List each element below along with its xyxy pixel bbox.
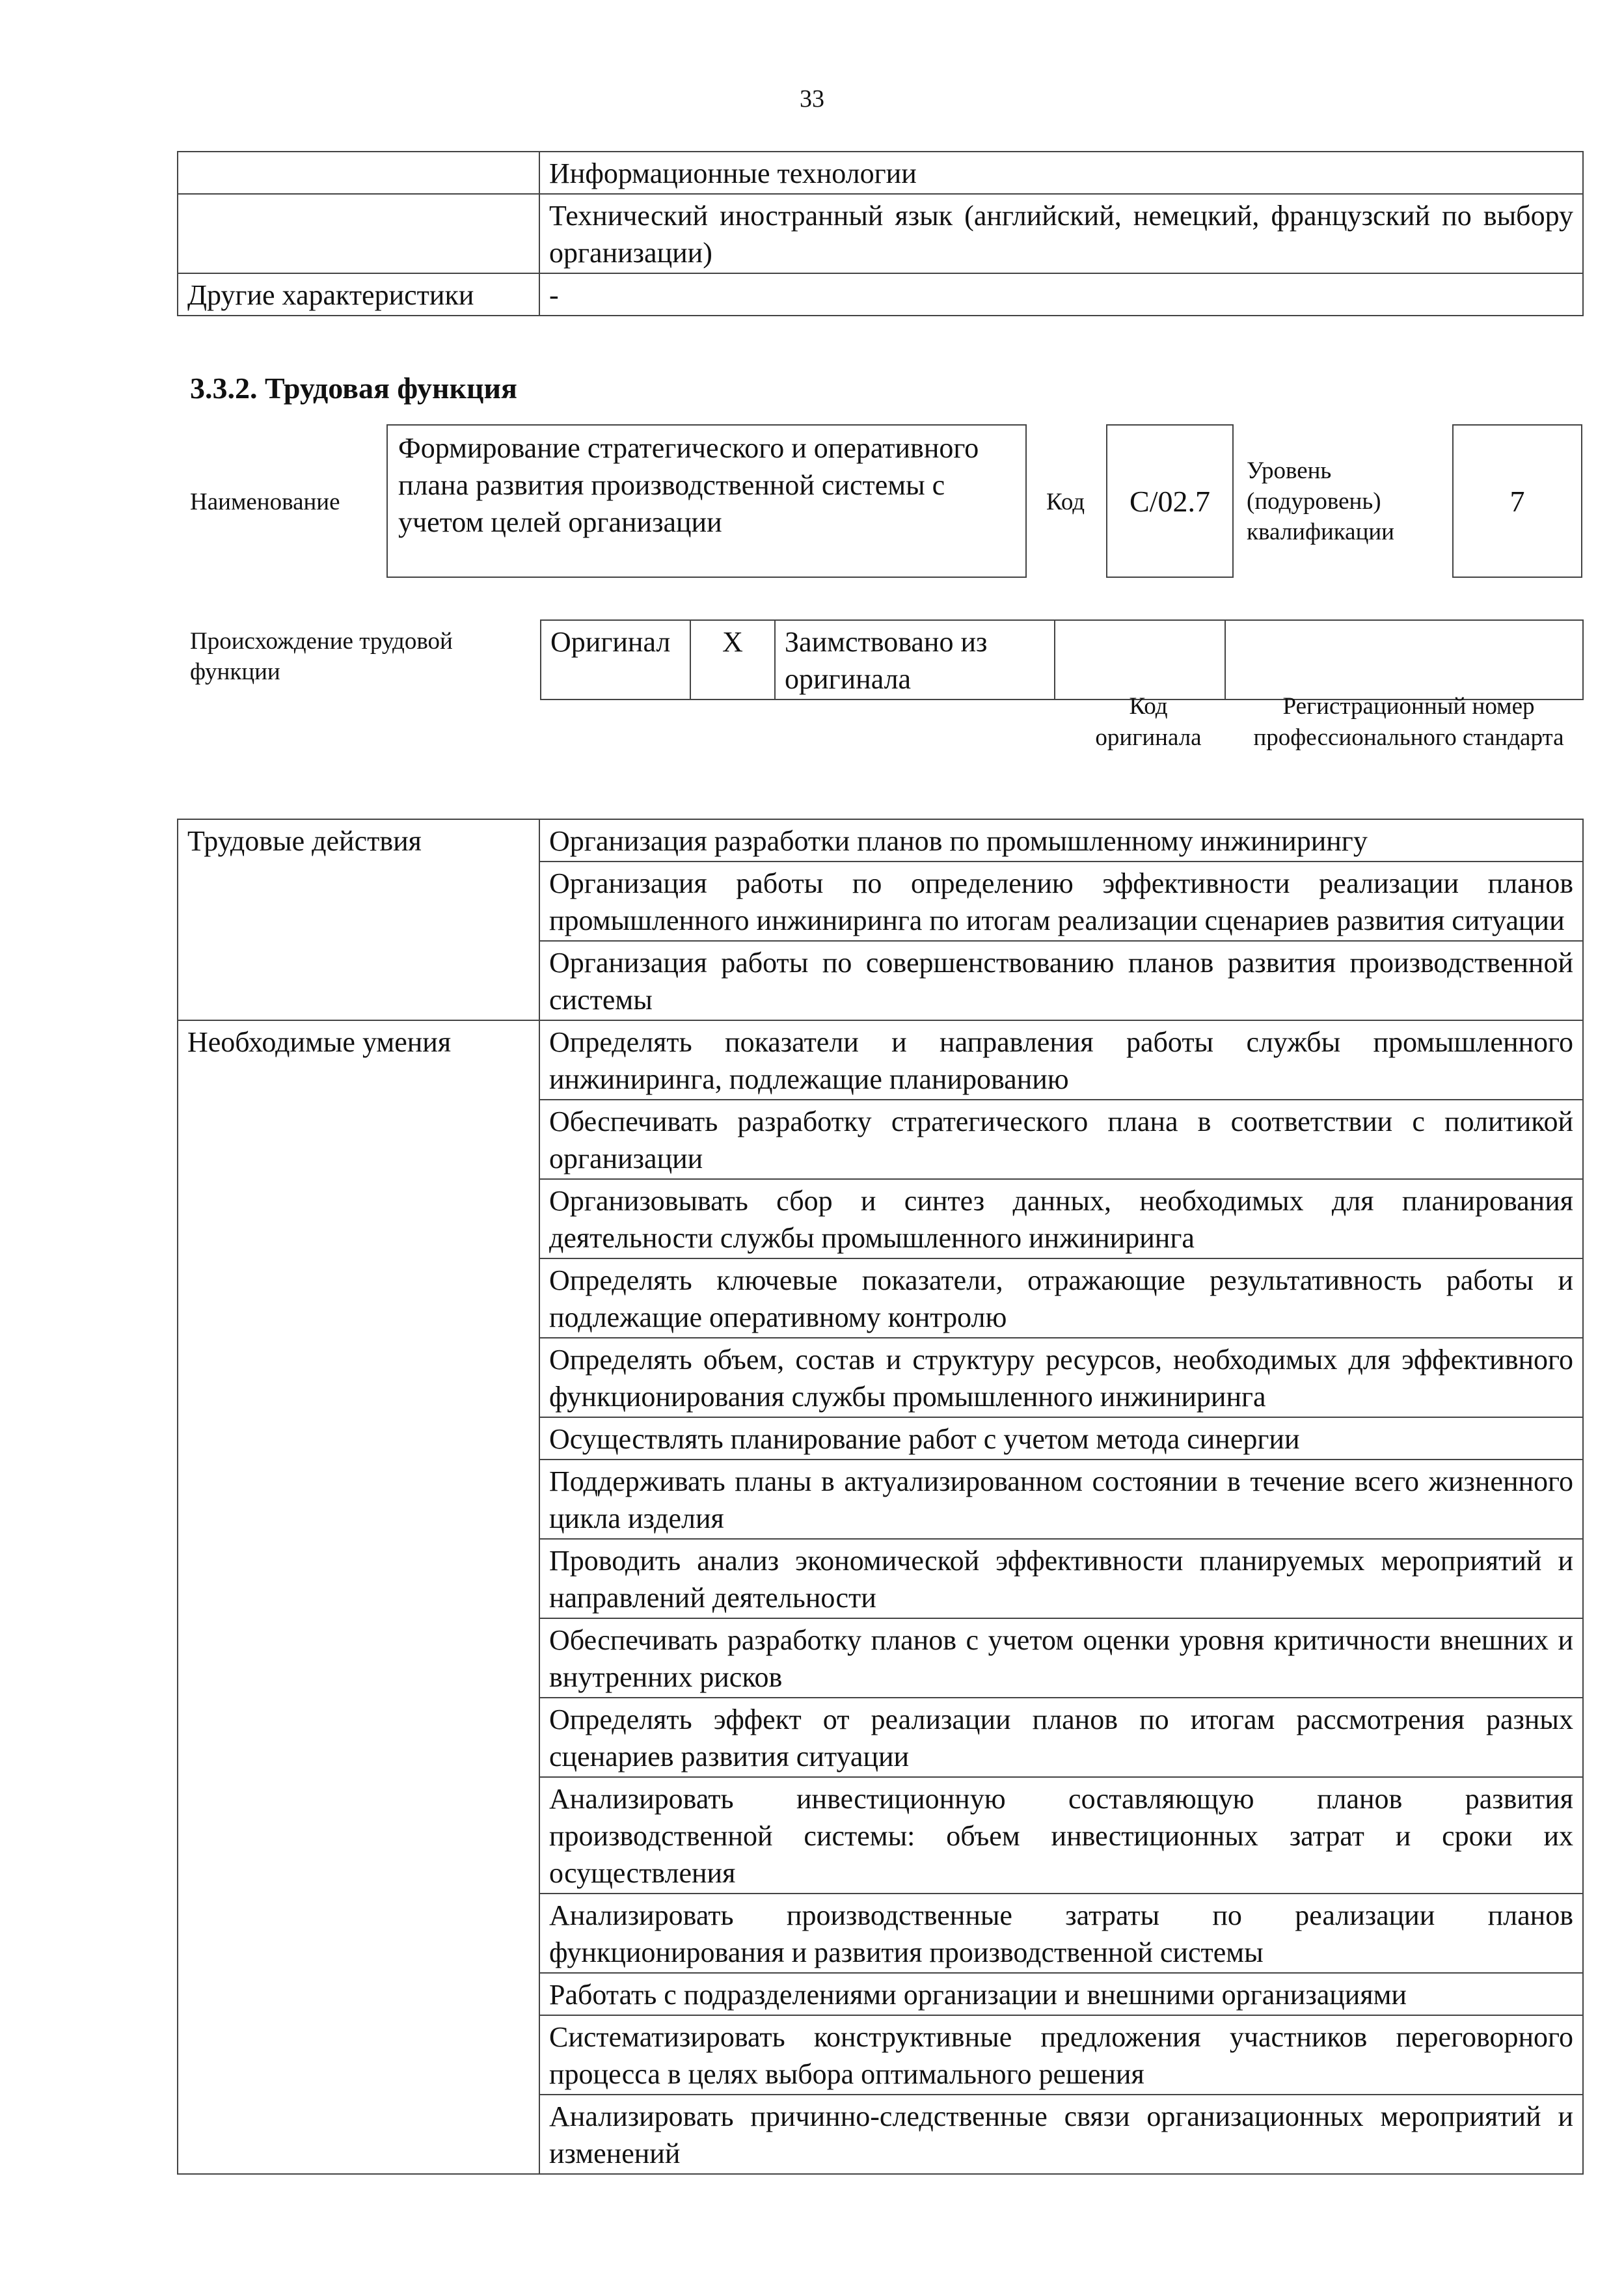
action-item: Организация разработки планов по промышленному инжинирингу <box>539 819 1583 862</box>
skill-item: Систематизировать конструктивные предложения участников переговорного процесса в целях выбора оптимального решения <box>539 2015 1583 2095</box>
skill-item: Обеспечивать разработку стратегического плана в соответствии с политикой организации <box>539 1100 1583 1179</box>
page-number: 33 <box>800 85 824 113</box>
level-label: Уровень (подуровень) квалификации <box>1247 457 1394 545</box>
row-text: Технический иностранный язык (английский, немецкий, французский по выбору организации) <box>539 194 1583 273</box>
reg-number-cell <box>1225 620 1583 700</box>
skill-item: Анализировать инвестиционную составляющую планов развития производственной системы: объем инвестиционных затрат и сроки их осуществления <box>539 1777 1583 1894</box>
borrowed-label: Заимствовано из оригинала <box>775 620 1055 700</box>
actions-label: Трудовые действия <box>178 819 539 1020</box>
action-item: Организация работы по совершенствованию планов развития производственной системы <box>539 941 1583 1020</box>
skill-item: Определять эффект от реализации планов по итогам рассмотрения разных сценариев развития ситуации <box>539 1698 1583 1777</box>
skill-item: Определять ключевые показатели, отражающие результативность работы и подлежащие оперативному контролю <box>539 1258 1583 1338</box>
code-value-box <box>1106 424 1234 578</box>
function-name: Формирование стратегического и оперативного плана развития производственной системы с учетом целей организации <box>398 432 979 538</box>
row-label <box>178 152 539 194</box>
skill-item: Проводить анализ экономической эффективности планируемых мероприятий и направлений деятельности <box>539 1539 1583 1618</box>
table-row <box>178 152 1583 194</box>
code-value: C/02.7 <box>1130 484 1210 518</box>
row-label <box>178 194 539 273</box>
code-label: Код <box>1046 489 1085 515</box>
row-text: - <box>539 273 1583 316</box>
skill-item: Определять показатели и направления работы службы промышленного инжиниринга, подлежащие планированию <box>539 1020 1583 1100</box>
skill-item: Работать с подразделениями организации и внешними организациями <box>539 1973 1583 2015</box>
table-row <box>541 620 1583 700</box>
skill-item: Определять объем, состав и структуру ресурсов, необходимых для эффективного функционирования службы промышленного инжиниринга <box>539 1338 1583 1417</box>
row-label: Другие характеристики <box>178 273 539 316</box>
original-code-cell <box>1055 620 1225 700</box>
main-table <box>177 819 1584 2175</box>
level-value: 7 <box>1509 484 1525 518</box>
row-text: Информационные технологии <box>539 152 1583 194</box>
table-row <box>178 194 1583 273</box>
action-item: Организация работы по определению эффективности реализации планов промышленного инжиниринга по итогам реализации сценариев развития ситуации <box>539 862 1583 941</box>
skill-item: Поддерживать планы в актуализированном состоянии в течение всего жизненного цикла изделия <box>539 1460 1583 1539</box>
original-label: Оригинал <box>541 620 690 700</box>
original-mark: X <box>690 620 775 700</box>
caption-code: Код оригинала <box>1095 693 1202 751</box>
section-title: 3.3.2. Трудовая функция <box>190 372 517 405</box>
skill-item: Организовывать сбор и синтез данных, необходимых для планирования деятельности службы промышленного инжиниринга <box>539 1179 1583 1258</box>
top-table <box>177 151 1584 316</box>
name-value-box <box>386 424 1027 578</box>
table-row <box>178 273 1583 316</box>
name-label: Наименование <box>190 489 340 515</box>
caption-reg: Регистрационный номер профессионального стандарта <box>1253 693 1564 751</box>
skill-item: Анализировать причинно-следственные связи организационных мероприятий и изменений <box>539 2095 1583 2174</box>
origin-table <box>540 619 1584 700</box>
table-row <box>178 819 1583 862</box>
skill-item: Обеспечивать разработку планов с учетом оценки уровня критичности внешних и внутренних рисков <box>539 1618 1583 1698</box>
skill-item: Анализировать производственные затраты по реализации планов функционирования и развития производственной системы <box>539 1894 1583 1973</box>
table-row <box>178 1020 1583 1100</box>
skill-item: Осуществлять планирование работ с учетом метода синергии <box>539 1417 1583 1460</box>
level-value-box <box>1452 424 1582 578</box>
origin-label: Происхождение трудовой функции <box>190 628 453 685</box>
skills-label: Необходимые умения <box>178 1020 539 2174</box>
